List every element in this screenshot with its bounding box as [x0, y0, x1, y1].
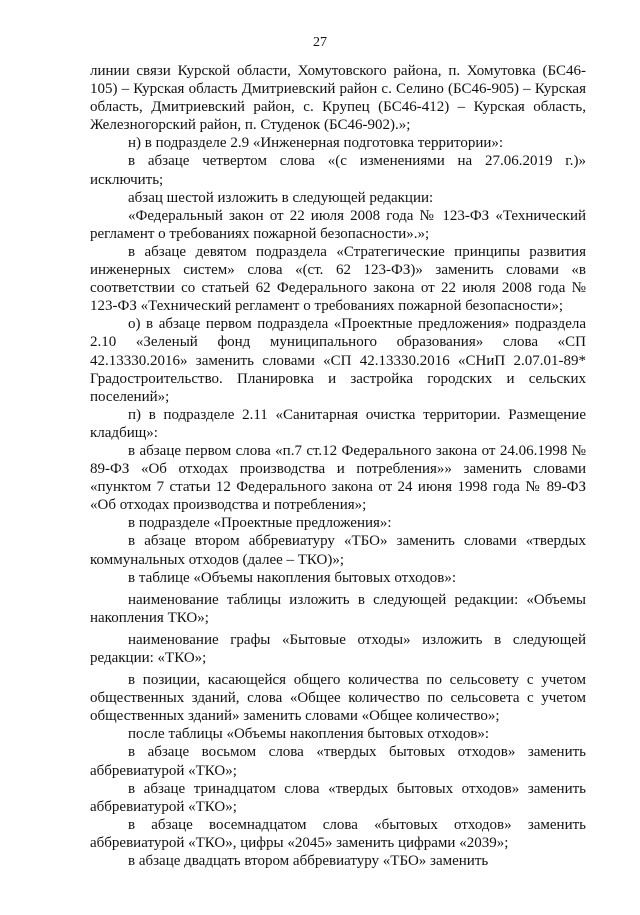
paragraph-10: в подразделе «Проектные предложения»: — [128, 515, 392, 532]
paragraph-1: линии связи Курской области, Хомутовского района, п. Хомутовка (БС46-105) – Курская область Дмитриевский район с. Селино (БС46-905) – Курская область, Дмитриевский район, с. Крупец (БС46-412) – Курская область, Железногорский район, п. Студенок (БС46-902).»; — [90, 63, 586, 134]
paragraph-11: в абзаце втором аббревиатуру «ТБО» заменить словами «твердых коммунальных отходов (далее – ТКО)»; — [90, 533, 586, 568]
paragraph-8: п) в подразделе 2.11 «Санитарная очистка территории. Размещение кладбищ»: — [90, 406, 586, 441]
paragraph-15: в позиции, касающейся общего количества по сельсовету с учетом общественных зданий, слова «Общее количество по сельсовета с учетом общественных зданий» заменить словами «Общее количество»; — [90, 672, 586, 725]
paragraph-18: в абзаце тринадцатом слова «твердых бытовых отходов» заменить аббревиатурой «ТКО»; — [90, 780, 586, 815]
paragraph-5: «Федеральный закон от 22 июля 2008 года № 123-ФЗ «Технический регламент о требованиях пожарной безопасности».»; — [90, 207, 586, 242]
paragraph-19: в абзаце восемнадцатом слова «бытовых отходов» заменить аббревиатурой «ТКО», цифры «2045» заменить цифрами «2039»; — [90, 816, 586, 851]
paragraph-4: абзац шестой изложить в следующей редакции: — [128, 189, 434, 206]
paragraph-14: наименование графы «Бытовые отходы» изложить в следующей редакции: «ТКО»; — [90, 631, 586, 666]
paragraph-9: в абзаце первом слова «п.7 ст.12 Федерального закона от 24.06.1998 № 89-ФЗ «Об отходах производства и потребления»» заменить словами «пунктом 7 статьи 12 Федерального закона от 24 июня 1998 года № 89-ФЗ «Об отходах производства и потребления»; — [90, 442, 586, 514]
paragraph-3: в абзаце четвертом слова «(с изменениями на 27.06.2019 г.)» исключить; — [90, 153, 586, 188]
paragraph-16: после таблицы «Объемы накопления бытовых отходов»: — [128, 726, 490, 743]
paragraph-2: н) в подразделе 2.9 «Инженерная подготовка территории»: — [128, 135, 504, 152]
page-number: 27 — [313, 35, 327, 50]
paragraph-13: наименование таблицы изложить в следующей редакции: «Объемы накопления ТКО»; — [90, 591, 586, 626]
paragraph-6: в абзаце девятом подраздела «Стратегические принципы развития инженерных систем» слова «(ст. 62 123-ФЗ)» заменить словами «в соответствии со статьей 62 Федерального закона от 22 июля 2008 года № 123-ФЗ «Технический регламент о требованиях пожарной безопасности»; — [90, 243, 586, 315]
paragraph-20: в абзаце двадцать втором аббревиатуру «ТБО» заменить — [128, 853, 489, 870]
document-text — [90, 62, 586, 870]
paragraph-17: в абзаце восьмом слова «твердых бытовых отходов» заменить аббревиатурой «ТКО»; — [90, 744, 586, 779]
paragraph-12: в таблице «Объемы накопления бытовых отходов»: — [128, 569, 457, 586]
paragraph-7: о) в абзаце первом подраздела «Проектные предложения» подраздела 2.10 «Зеленый фонд муниципального образования» слова «СП 42.13330.2016» заменить словами «СП 42.13330.2016 «СНиП 2.07.01-89* Градостроительство. Планировка и застройка городских и сельских поселений»; — [90, 316, 586, 405]
